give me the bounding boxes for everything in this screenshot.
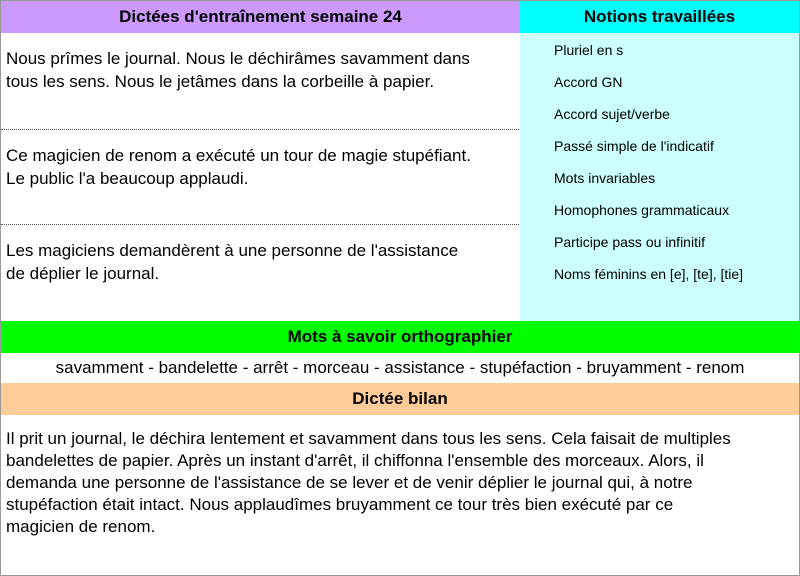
notion-item: Homophones grammaticaux	[554, 202, 730, 218]
notions-header	[520, 0, 800, 33]
final-dictation-line: bandelettes de papier. Après un instant d'arrêt, il chiffonna l'ensemble des morceaux. Alors, il	[6, 451, 704, 470]
notion-item: Accord GN	[554, 74, 623, 90]
notion-item: Mots invariables	[554, 170, 656, 186]
training-dictations-header	[0, 0, 520, 33]
notion-item: Passé simple de l'indicatif	[554, 138, 714, 154]
final-dictation-title: Dictée bilan	[352, 389, 448, 408]
final-dictation-line: magicien de renom.	[6, 517, 156, 536]
sentence-2	[6, 144, 516, 190]
training-dictations-title: Dictées d'entraînement semaine 24	[119, 7, 402, 26]
sentence-1-line-1: Nous prîmes le journal. Nous le déchirâmes savamment dans	[6, 49, 470, 68]
final-dictation-line: demanda une personne de l'assistance de se lever et de venir déplier le journal qui, à notre	[6, 473, 693, 492]
sentence-divider	[1, 129, 521, 130]
notion-item: Accord sujet/verbe	[554, 106, 670, 122]
words-to-spell-header	[0, 321, 800, 353]
words-to-spell-title: Mots à savoir orthographier	[287, 327, 513, 346]
sentence-3	[6, 239, 516, 285]
notion-item: Noms féminins en [e], [te], [tie]	[554, 266, 744, 282]
final-dictation-text	[0, 415, 800, 576]
notions-panel	[520, 33, 800, 321]
sentence-divider	[1, 224, 521, 225]
notion-item: Pluriel en s	[554, 42, 624, 58]
words-to-spell-list	[0, 353, 800, 383]
sentence-3-line-2: de déplier le journal.	[6, 264, 160, 283]
notion-item: Participe pass ou infinitif	[554, 234, 705, 250]
words-to-spell-text: savamment - bandelette - arrêt - morceau - assistance - stupéfaction - bruyamment - renom	[55, 358, 745, 377]
final-dictation-header	[0, 383, 800, 415]
final-dictation-line: stupéfaction était intact. Nous applaudîmes bruyamment ce tour très bien exécuté par ce	[6, 495, 674, 514]
sentence-1-line-2: tous les sens. Nous le jetâmes dans la corbeille à papier.	[6, 72, 435, 91]
sentence-2-line-1: Ce magicien de renom a exécuté un tour de magie stupéfiant.	[6, 146, 471, 165]
notions-title: Notions travaillées	[583, 7, 736, 26]
training-sentences-panel	[0, 33, 520, 321]
sentence-2-line-2: Le public l'a beaucoup applaudi.	[6, 169, 249, 188]
sentence-1	[6, 47, 516, 93]
final-dictation-line: Il prit un journal, le déchira lentement et savamment dans tous les sens. Cela faisait de multiples	[6, 429, 731, 448]
sentence-3-line-1: Les magiciens demandèrent à une personne de l'assistance	[6, 241, 459, 260]
